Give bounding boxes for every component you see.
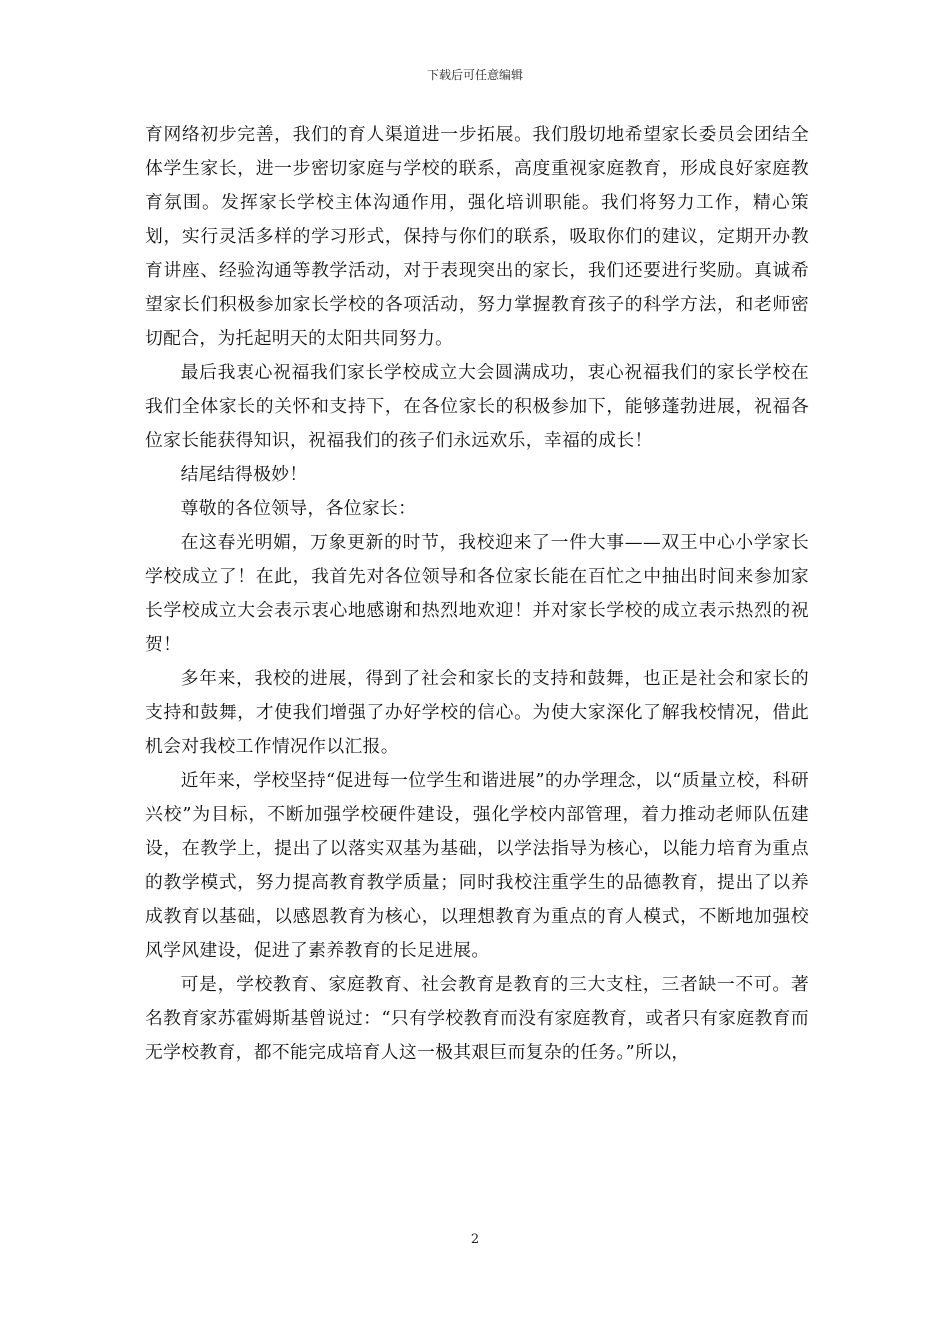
paragraph-continuation: 育网络初步完善，我们的育人渠道进一步拓展。我们殷切地希望家长委员会团结全体学生家长，进一步密切家庭与学校的联系，高度重视家庭教育，形成良好家庭教育氛围。发挥家长学校主体沟通作用，强化培训职能。我们将努力工作，精心策划，实行灵活多样的学习形式，保持与你们的联系，吸取你们的建议，定期开办教育讲座、经验沟通等教学活动，对于表现突出的家长，我们还要进行奖励。真诚希望家长们积极参加家长学校的各项活动，努力掌握教育孩子的科学方法，和老师密切配合，为托起明天的太阳共同努力。 [145,124,809,349]
paragraph-opening: 在这春光明媚，万象更新的时节，我校迎来了一件大事——双王中心小学家长学校成立了！在此，我首先对各位领导和各位家长能在百忙之中抽出时间来参加家长学校成立大会表示衷心地感谢和热烈地欢迎！并对家长学校的成立表示热烈的祝贺！ [145,532,809,655]
paragraph-salutation: 尊敬的各位领导，各位家长： [180,498,417,519]
paragraph-closing-wishes: 最后我衷心祝福我们家长学校成立大会圆满成功，衷心祝福我们的家长学校在我们全体家长的关怀和支持下，在各位家长的积极参加下，能够蓬勃进展，祝福各位家长能获得知识，祝福我们的孩子们永远欢乐，幸福的成长！ [145,362,809,451]
document-body [145,118,809,1070]
paragraph-support: 多年来，我校的进展，得到了社会和家长的支持和鼓舞，也正是社会和家长的支持和鼓舞，才使我们增强了办好学校的信心。为使大家深化了解我校情况，借此机会对我校工作情况作以汇报。 [145,668,809,757]
paragraph-three-pillars: 可是，学校教育、家庭教育、社会教育是教育的三大支柱，三者缺一不可。著名教育家苏霍姆斯基曾说过：“只有学校教育而没有家庭教育，或者只有家庭教育而无学校教育，都不能完成培育人这一极其艰巨而复杂的任务。”所以， [145,974,809,1063]
paragraph-school-work: 近年来，学校坚持“促进每一位学生和谐进展”的办学理念，以“质量立校，科研兴校”为目标，不断加强学校硬件建设，强化学校内部管理，着力推动老师队伍建设，在教学上，提出了以落实双基为基础，以学法指导为核心，以能力培育为重点的教学模式，努力提高教育教学质量；同时我校注重学生的品德教育，提出了以养成教育以基础，以感恩教育为核心，以理想教育为重点的育人模式，不断地加强校风学风建设，促进了素养教育的长足进展。 [145,770,809,961]
page-number: 2 [470,1232,480,1247]
page-header: 下载后可任意编辑 [426,68,523,82]
paragraph-remark: 结尾结得极妙！ [180,464,308,485]
